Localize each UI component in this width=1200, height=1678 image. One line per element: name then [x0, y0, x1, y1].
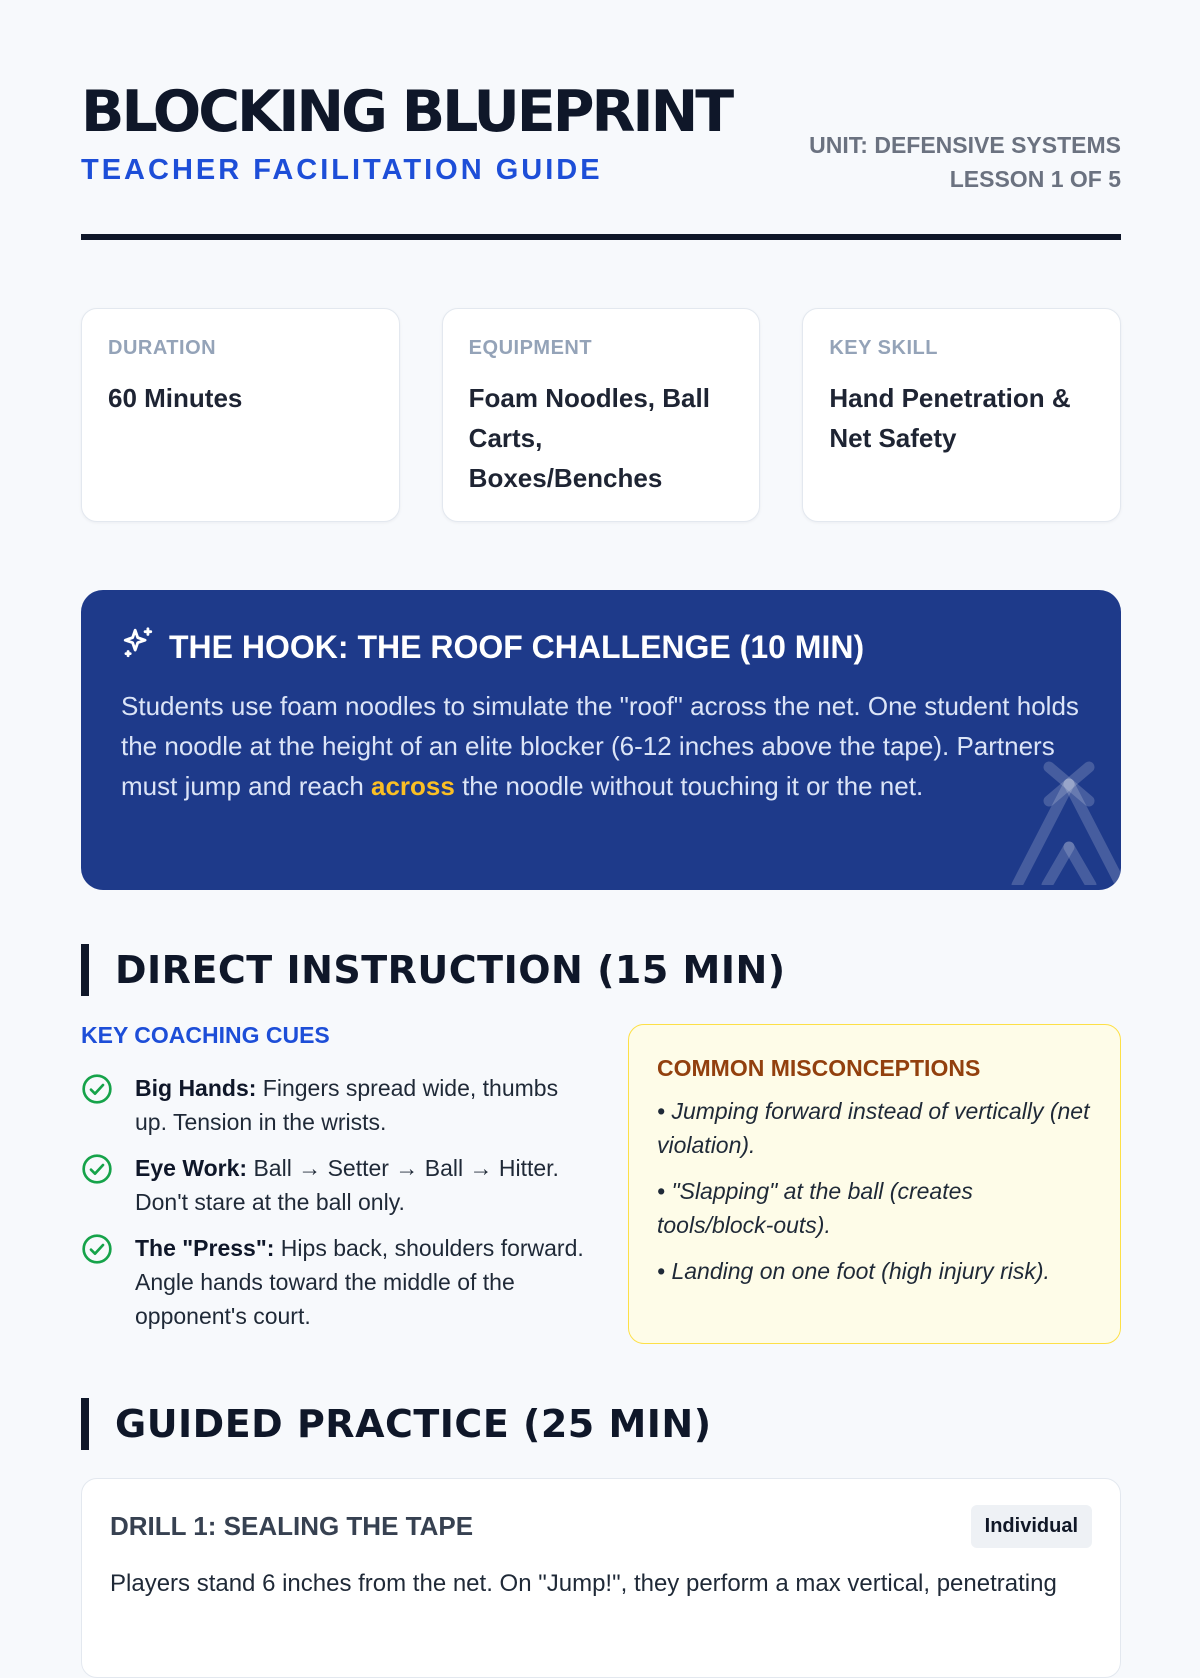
cue-term: Eye Work: — [135, 1155, 248, 1181]
hook-panel — [81, 590, 1121, 890]
cue-text — [135, 1231, 586, 1333]
lesson-number: LESSON 1 OF 5 — [949, 166, 1121, 192]
card-value: 60 Minutes — [108, 383, 243, 413]
cue-text — [135, 1071, 586, 1139]
unit-name: UNIT: DEFENSIVE SYSTEMS — [809, 132, 1121, 158]
coaching-cues — [81, 1022, 586, 1345]
header-divider — [81, 234, 1121, 240]
info-cards — [81, 308, 1121, 522]
cue-item — [81, 1151, 586, 1219]
drill-description: Players stand 6 inches from the net. On "Jump!", they perform a max vertical, penetrating — [110, 1570, 1057, 1597]
cue-term: The "Press": — [135, 1235, 275, 1261]
cue-term: Big Hands: — [135, 1075, 257, 1101]
key-skill-card — [802, 308, 1121, 522]
cue-item — [81, 1231, 586, 1333]
misconception-item: • Landing on one foot (high injury risk). — [657, 1258, 1050, 1284]
misconceptions-heading: COMMON MISCONCEPTIONS — [657, 1055, 981, 1081]
drill-header — [110, 1505, 1092, 1548]
unit-meta — [809, 128, 1121, 196]
hook-heading — [121, 626, 1081, 668]
hook-text-start: Students use foam noodles to simulate the "roof" across the net. One student holds the noodle at the height of an elite blocker (6-12 inches above the tape). Partners must jump and reach — [121, 691, 1079, 801]
page-title: BLOCKING BLUEPRINT — [81, 79, 732, 145]
card-label: KEY SKILL — [829, 337, 938, 359]
cues-heading: KEY COACHING CUES — [81, 1022, 330, 1048]
equipment-card — [442, 308, 761, 522]
cue-description: Fingers spread wide, thumbs up. Tension in the wrists. — [135, 1075, 559, 1135]
hook-text-end: the noodle without touching it or the net. — [454, 771, 924, 801]
card-label: DURATION — [108, 337, 217, 359]
misconception-item: • "Slapping" at the ball (creates tools/block-outs). — [657, 1178, 973, 1238]
lesson-plan-page — [81, 0, 1121, 1597]
page-header — [81, 0, 1121, 242]
guided-practice-heading: GUIDED PRACTICE (25 MIN) — [81, 1398, 712, 1450]
card-label: EQUIPMENT — [468, 337, 593, 359]
card-value: Foam Noodles, Ball Carts, Boxes/Benches — [468, 383, 710, 493]
hook-title: THE HOOK: THE ROOF CHALLENGE (10 MIN) — [169, 628, 865, 665]
cue-description: Hips back, shoulders forward. Angle hands toward the middle of the opponent's court. — [135, 1235, 584, 1329]
check-circle-icon — [81, 1071, 115, 1139]
duration-card — [81, 308, 400, 522]
drill-card — [81, 1478, 1121, 1678]
hook-description — [121, 686, 1081, 806]
direct-instruction-heading: DIRECT INSTRUCTION (15 MIN) — [81, 944, 786, 996]
net-watermark-icon — [1009, 759, 1121, 890]
card-value: Hand Penetration & Net Safety — [829, 383, 1071, 453]
drill-title: DRILL 1: SEALING THE TAPE — [110, 1511, 474, 1541]
sparkles-icon — [121, 626, 155, 668]
misconceptions-box — [628, 1024, 1121, 1344]
hook-highlight: across — [371, 771, 455, 801]
cue-description: Ball → Setter → Ball → Hitter. Don't stare at the ball only. — [135, 1155, 559, 1215]
drill-type-badge: Individual — [971, 1505, 1092, 1548]
check-circle-icon — [81, 1231, 115, 1333]
check-circle-icon — [81, 1151, 115, 1219]
cue-text — [135, 1151, 586, 1219]
cue-item — [81, 1071, 586, 1139]
misconception-item: • Jumping forward instead of vertically (net violation). — [657, 1098, 1090, 1158]
page-subtitle: TEACHER FACILITATION GUIDE — [81, 154, 603, 186]
